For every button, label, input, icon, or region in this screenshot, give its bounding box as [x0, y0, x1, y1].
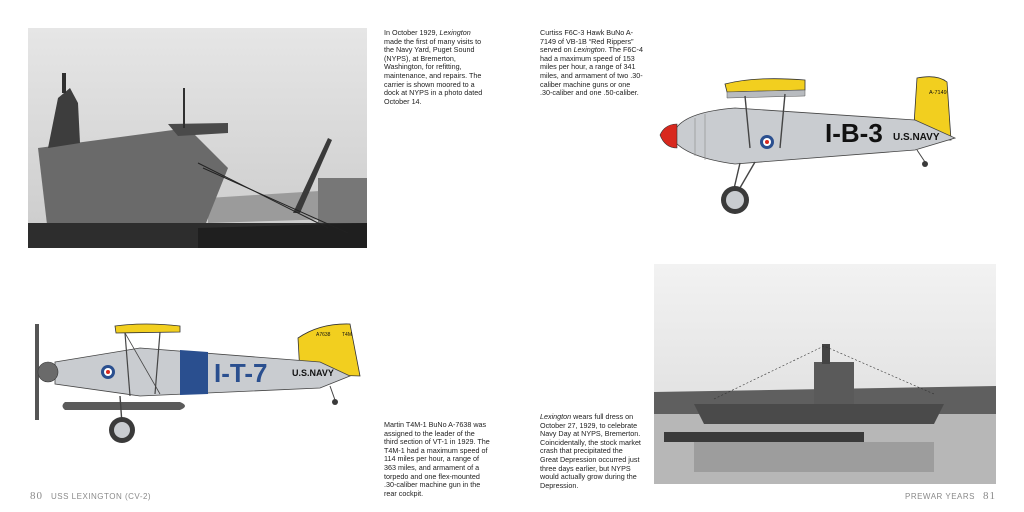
running-title-right: PREWAR YEARS — [904, 492, 975, 501]
martin-code: I-T-7 — [214, 358, 268, 388]
footer-right — [905, 490, 996, 502]
martin-tail-number: A7638 — [316, 332, 331, 338]
illustration-martin-t4m — [30, 318, 365, 450]
caption-text: . The F6C-4 had a maximum speed of 153 miles per hour, a range of 341 miles, and armament of two .30-caliber machine guns or one .30-caliber and one .50-caliber. — [540, 45, 643, 98]
ship-name: Lexington — [439, 28, 471, 37]
photo-lexington-full-dress-image — [654, 264, 996, 484]
martin-markings: U.S.NAVY — [292, 368, 334, 378]
caption-text: made the first of many visits to the Navy Yard, Puget Sound (NYPS), at Bremerton, Washington, for refitting, maintenance, and repairs. The carrier is shown moored to a dock at NYPS in a photo dated October 14. — [384, 36, 483, 106]
hawk-markings: U.S.NAVY — [893, 132, 940, 143]
illustration-f6c-hawk — [655, 68, 985, 220]
page-number-left: 80 — [30, 490, 43, 502]
running-title-left: USS LEXINGTON (CV-2) — [51, 492, 152, 501]
martin-tail-type: T4M — [342, 332, 352, 338]
photo-lexington-moored — [28, 28, 367, 248]
caption-f6c-hawk — [540, 29, 644, 98]
caption-lexington-moored — [384, 29, 490, 106]
page-number-right: 81 — [983, 490, 996, 502]
hawk-code: I-B-3 — [825, 118, 883, 148]
footer-left — [30, 490, 151, 502]
caption-text: In October 1929, — [384, 28, 440, 37]
caption-text: wears full dress on October 27, 1929, to celebrate Navy Day at NYPS, Bremerton. Coincidentally, the stock market crash that precipitated the Great Depression occurred just three days earlier, but NYPS would actually grow during the Depression. — [540, 412, 641, 490]
martin-drawing — [30, 318, 365, 450]
photo-lexington-moored-image — [28, 28, 367, 248]
ship-name: Lexington — [573, 45, 605, 55]
hawk-tail-number: A-7149 — [929, 90, 947, 96]
hawk-drawing — [655, 68, 985, 220]
caption-martin-t4m: Martin T4M-1 BuNo A-7638 was assigned to the leader of the third section of VT-1 in 1929. The T4M-1 had a maximum speed of 114 miles per hour, a range of 363 miles, and armament of a torpedo and one flex-mounted .30-caliber machine gun in the rear cockpit. — [384, 420, 490, 498]
photo-lexington-full-dress — [654, 264, 996, 484]
caption-text: Curtiss F6C-3 Hawk BuNo A-7149 of VB-1B “Red Rippers” served on — [540, 28, 634, 55]
caption-navy-day — [540, 413, 642, 490]
ship-name: Lexington — [540, 412, 572, 421]
